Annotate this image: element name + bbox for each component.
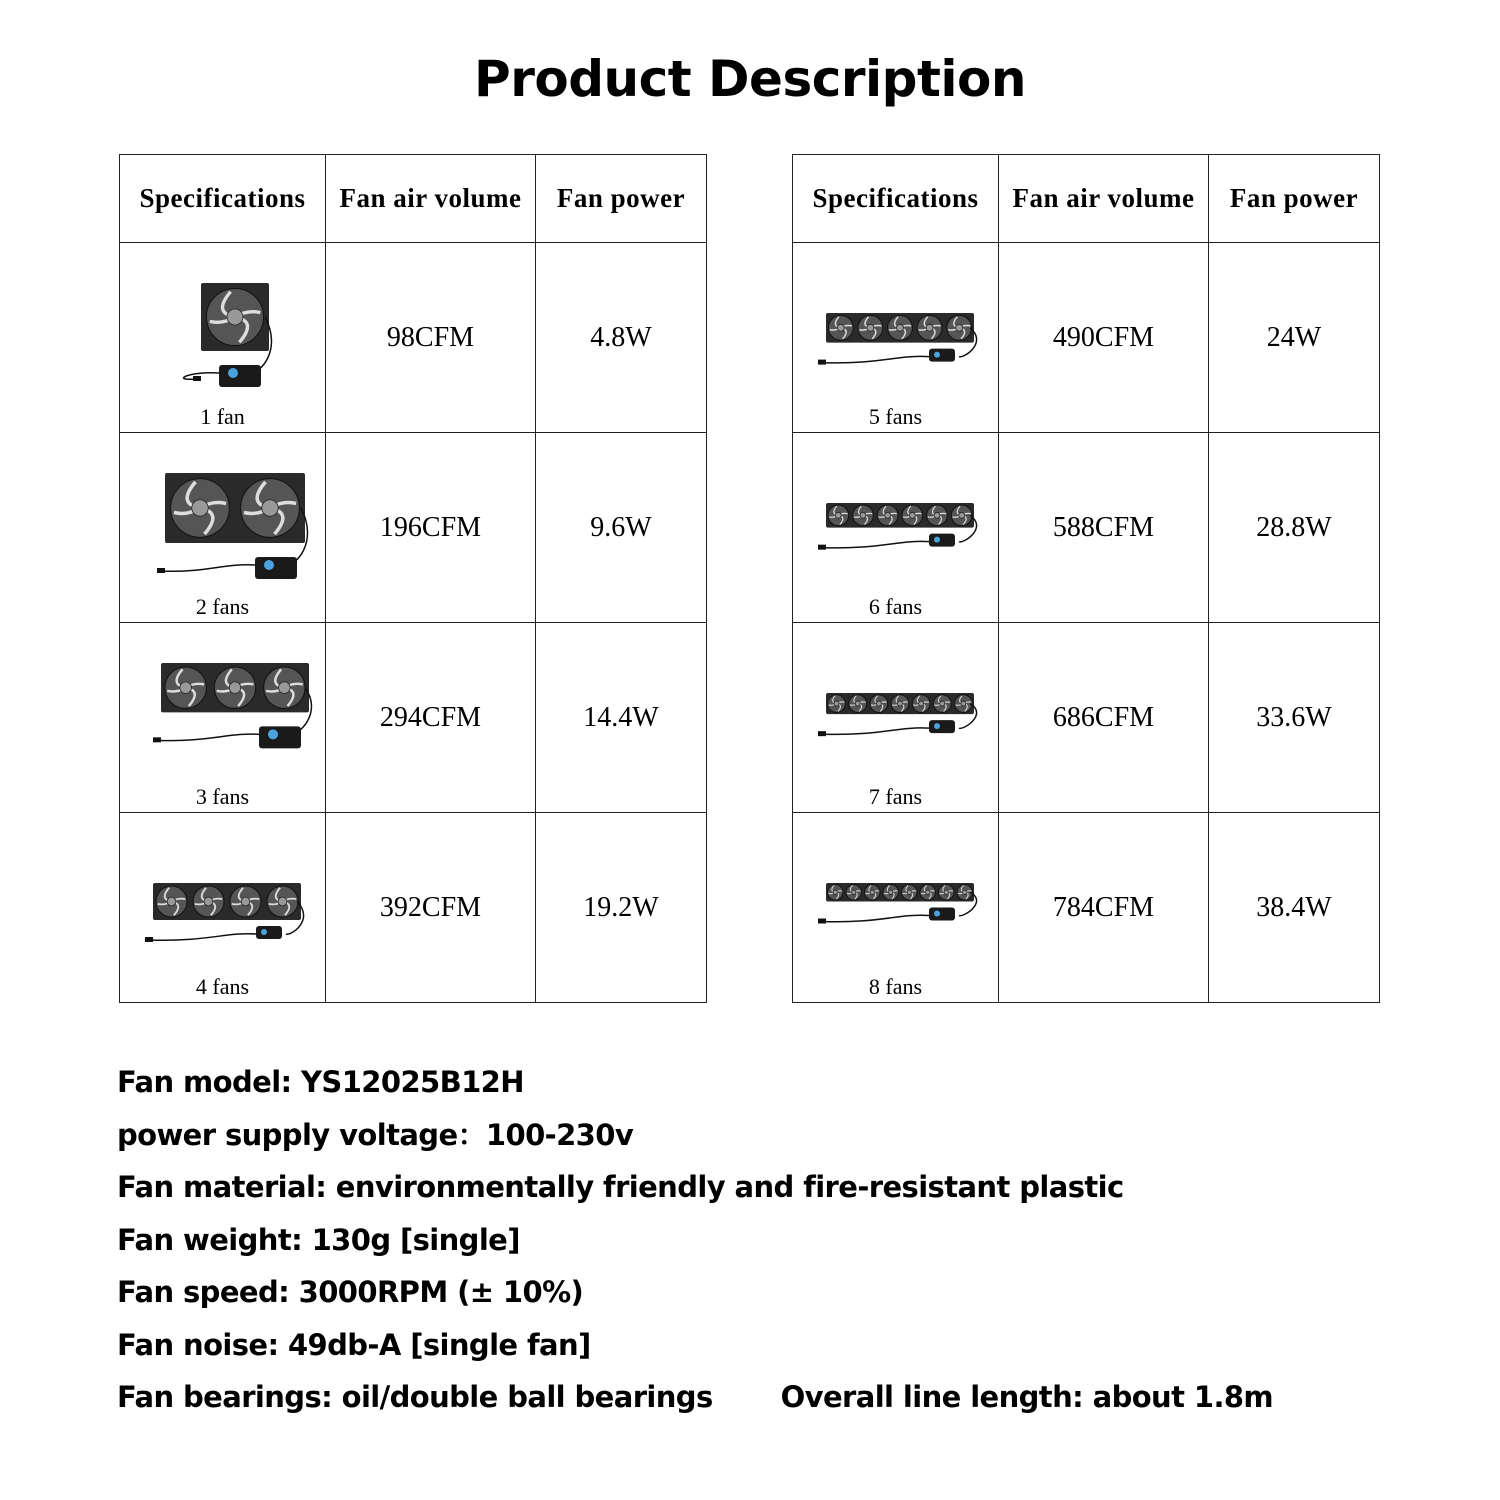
spec-cell [793, 433, 999, 623]
spec-table-left [119, 154, 707, 1003]
table-row [793, 813, 1380, 1003]
header-air-volume: Fan air volume [326, 155, 536, 243]
spec-cell [793, 623, 999, 813]
header-air-volume: Fan air volume [999, 155, 1209, 243]
air-volume-cell: 98CFM [326, 243, 536, 433]
table-row [120, 813, 707, 1003]
table-row [120, 623, 707, 813]
air-volume-cell: 490CFM [999, 243, 1209, 433]
air-volume-cell: 784CFM [999, 813, 1209, 1003]
air-volume-cell: 196CFM [326, 433, 536, 623]
spec-table-right [792, 154, 1380, 1003]
fan-count-label: 1 fan [200, 404, 245, 429]
spec-cell [120, 243, 326, 433]
spec-model: Fan model: YS12025B12H [117, 1065, 524, 1099]
air-volume-cell: 588CFM [999, 433, 1209, 623]
power-cell: 14.4W [536, 623, 707, 813]
fan-count-label: 5 fans [868, 404, 923, 429]
spec-cell [120, 433, 326, 623]
header-fan-power: Fan power [1209, 155, 1380, 243]
header-fan-power: Fan power [536, 155, 707, 243]
power-cell: 19.2W [536, 813, 707, 1003]
table-row [793, 623, 1380, 813]
power-cell: 9.6W [536, 433, 707, 623]
spec-voltage: power supply voltage：100-230v [117, 1117, 634, 1152]
spec-cell [120, 813, 326, 1003]
power-cell: 24W [1209, 243, 1380, 433]
fan-count-label: 3 fans [195, 784, 250, 809]
spec-line-length: Overall line length: about 1.8m [780, 1380, 1274, 1414]
fan-count-label: 8 fans [868, 974, 923, 999]
power-cell: 38.4W [1209, 813, 1380, 1003]
page-title: Product Description [474, 50, 1026, 108]
table-row [793, 433, 1380, 623]
fan-count-label: 7 fans [868, 784, 923, 809]
spec-bearings-line [117, 1375, 1273, 1428]
spec-noise: Fan noise: 49db-A [single fan] [117, 1327, 591, 1362]
spec-cell [793, 243, 999, 433]
spec-list [117, 1060, 1273, 1428]
air-volume-cell: 294CFM [326, 623, 536, 813]
power-cell: 28.8W [1209, 433, 1380, 623]
power-cell: 4.8W [536, 243, 707, 433]
spec-material: Fan material: environmentally friendly and fire-resistant plastic [117, 1170, 1124, 1204]
power-cell: 33.6W [1209, 623, 1380, 813]
air-volume-cell: 392CFM [326, 813, 536, 1003]
header-specifications: Specifications [120, 155, 326, 243]
header-specifications: Specifications [793, 155, 999, 243]
table-header-row [120, 155, 707, 243]
spec-weight: Fan weight: 130g [single] [117, 1222, 520, 1257]
spec-bearings: Fan bearings: oil/double ball bearings [117, 1380, 713, 1414]
spec-cell [120, 623, 326, 813]
table-row [120, 433, 707, 623]
spec-cell [793, 813, 999, 1003]
air-volume-cell: 686CFM [999, 623, 1209, 813]
table-row [793, 243, 1380, 433]
spec-speed: Fan speed: 3000RPM (± 10%) [117, 1275, 584, 1309]
fan-count-label: 4 fans [195, 974, 250, 999]
table-row [120, 243, 707, 433]
fan-count-label: 2 fans [195, 594, 250, 619]
table-header-row [793, 155, 1380, 243]
fan-count-label: 6 fans [868, 594, 923, 619]
